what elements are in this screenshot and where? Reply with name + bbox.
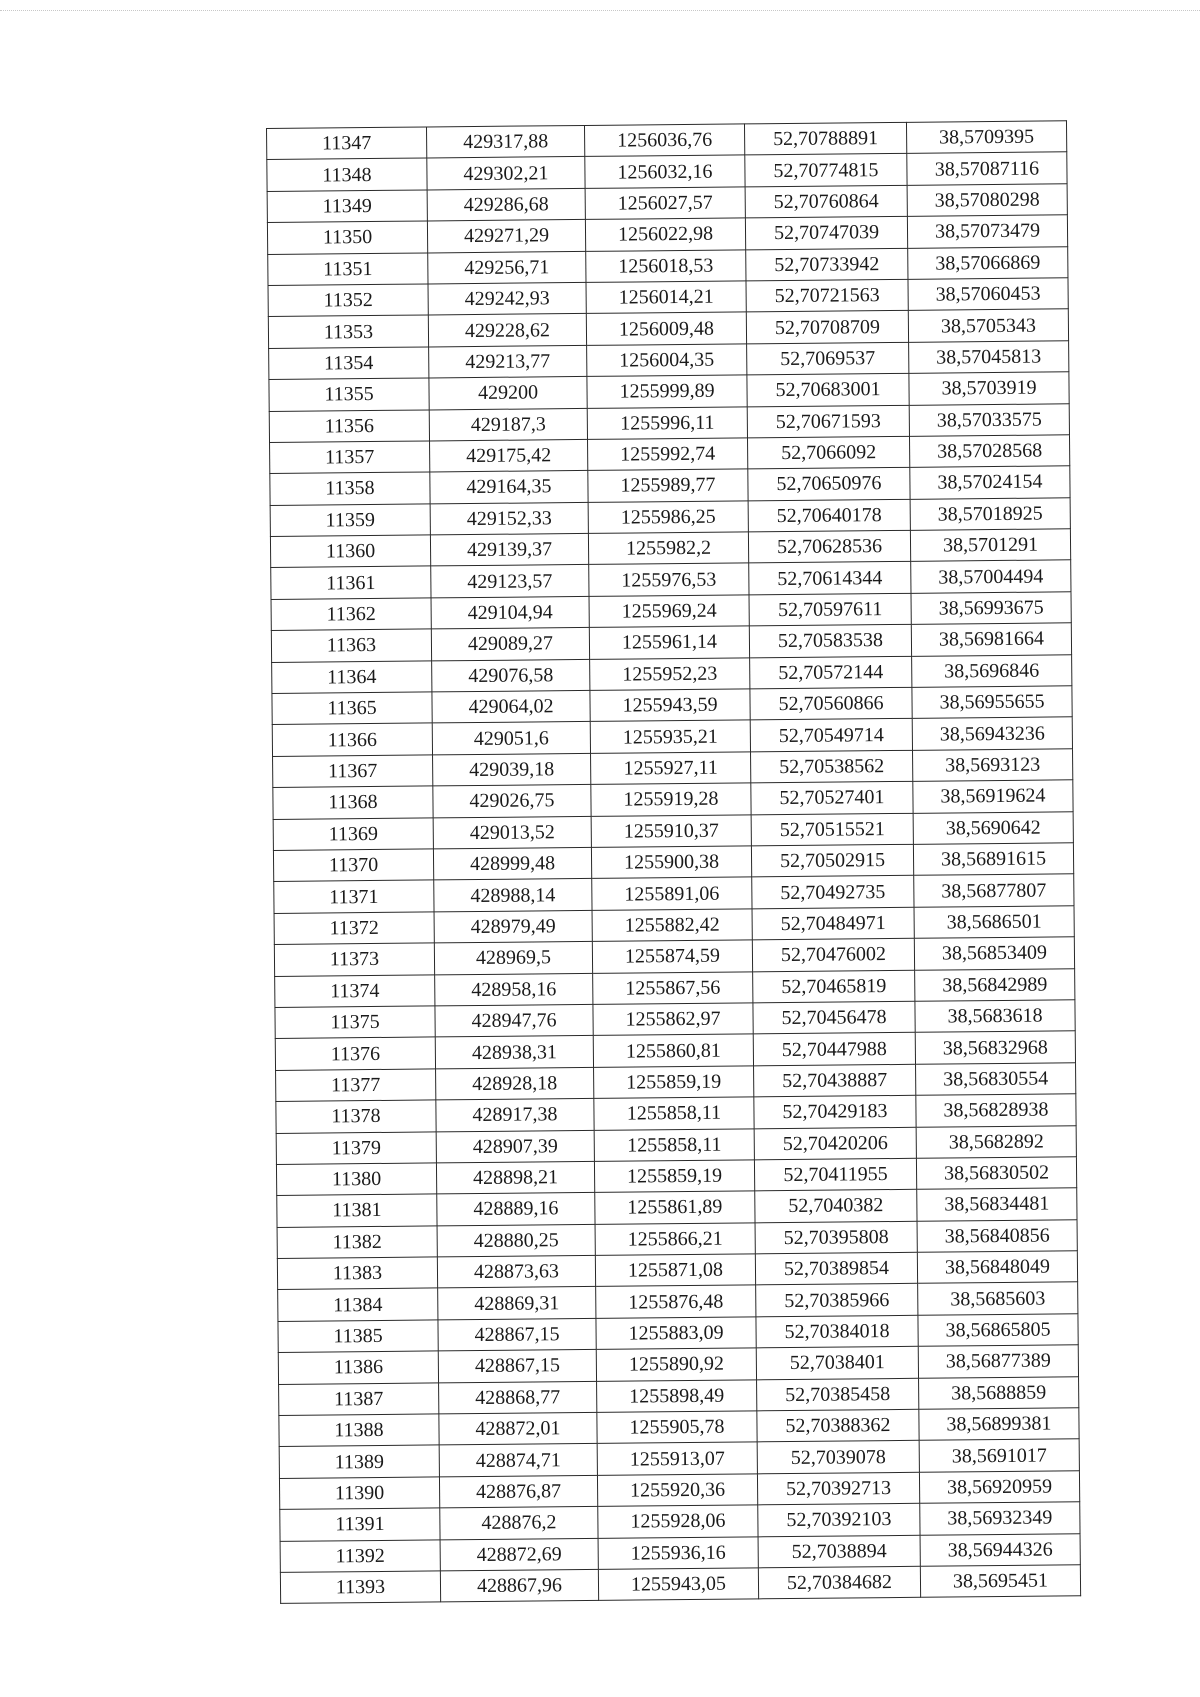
x-coordinate-cell: 429317,88: [426, 125, 584, 158]
x-coordinate-cell: 429187,3: [429, 408, 587, 441]
longitude-cell: 38,56828938: [916, 1094, 1076, 1127]
point-number-cell: 11370: [273, 849, 433, 882]
longitude-cell: 38,56865805: [918, 1314, 1078, 1347]
point-number-cell: 11378: [276, 1100, 436, 1133]
latitude-cell: 52,7038401: [756, 1347, 918, 1380]
latitude-cell: 52,70788891: [744, 122, 906, 155]
x-coordinate-cell: 429051,6: [432, 722, 590, 755]
longitude-cell: 38,5682892: [916, 1125, 1076, 1158]
point-number-cell: 11381: [277, 1194, 437, 1227]
point-number-cell: 11384: [278, 1288, 438, 1321]
longitude-cell: 38,56830502: [916, 1157, 1076, 1190]
point-number-cell: 11380: [276, 1163, 436, 1196]
point-number-cell: 11350: [267, 221, 427, 254]
y-coordinate-cell: 1256004,35: [587, 344, 747, 377]
point-number-cell: 11351: [268, 253, 428, 286]
table-row: [280, 1565, 1080, 1604]
y-coordinate-cell: 1255986,25: [588, 501, 748, 534]
point-number-cell: 11383: [277, 1257, 437, 1290]
point-number-cell: 11372: [274, 912, 434, 945]
longitude-cell: 38,57024154: [910, 466, 1070, 499]
y-coordinate-cell: 1255992,74: [588, 438, 748, 471]
point-number-cell: 11355: [269, 378, 429, 411]
x-coordinate-cell: 428898,21: [436, 1161, 594, 1194]
latitude-cell: 52,70502915: [751, 844, 913, 877]
x-coordinate-cell: 429175,42: [430, 439, 588, 472]
y-coordinate-cell: 1255999,89: [587, 375, 747, 408]
x-coordinate-cell: 429152,33: [430, 502, 588, 535]
y-coordinate-cell: 1255882,42: [592, 909, 752, 942]
x-coordinate-cell: 428867,96: [440, 1569, 598, 1602]
y-coordinate-cell: 1255858,11: [594, 1128, 754, 1161]
x-coordinate-cell: 428947,76: [435, 1004, 593, 1037]
x-coordinate-cell: 429286,68: [427, 188, 585, 221]
latitude-cell: 52,70515521: [751, 813, 913, 846]
x-coordinate-cell: 428872,01: [439, 1412, 597, 1445]
y-coordinate-cell: 1256022,98: [585, 218, 745, 251]
y-coordinate-cell: 1255866,21: [595, 1223, 755, 1256]
point-number-cell: 11373: [274, 943, 434, 976]
x-coordinate-cell: 428873,63: [437, 1255, 595, 1288]
longitude-cell: 38,56830554: [916, 1062, 1076, 1095]
latitude-cell: 52,70456478: [753, 1001, 915, 1034]
y-coordinate-cell: 1255919,28: [591, 783, 751, 816]
latitude-cell: 52,70389854: [755, 1252, 917, 1285]
y-coordinate-cell: 1256032,16: [585, 155, 745, 188]
longitude-cell: 38,5688859: [919, 1376, 1079, 1409]
latitude-cell: 52,7040382: [755, 1190, 917, 1223]
coordinates-table-body: [267, 121, 1081, 1604]
point-number-cell: 11349: [267, 190, 427, 223]
latitude-cell: 52,70572144: [750, 656, 912, 689]
longitude-cell: 38,56944326: [920, 1533, 1080, 1566]
x-coordinate-cell: 428876,2: [440, 1507, 598, 1540]
longitude-cell: 38,5701291: [910, 529, 1070, 562]
point-number-cell: 11362: [271, 598, 431, 631]
point-number-cell: 11352: [268, 284, 428, 317]
y-coordinate-cell: 1255961,14: [589, 626, 749, 659]
point-number-cell: 11357: [270, 441, 430, 474]
latitude-cell: 52,70640178: [748, 499, 910, 532]
y-coordinate-cell: 1255943,59: [590, 689, 750, 722]
longitude-cell: 38,57080298: [907, 184, 1067, 217]
y-coordinate-cell: 1255890,92: [596, 1348, 756, 1381]
y-coordinate-cell: 1255913,07: [597, 1442, 757, 1475]
latitude-cell: 52,70385966: [756, 1284, 918, 1317]
longitude-cell: 38,5683618: [915, 1000, 1075, 1033]
x-coordinate-cell: 429013,52: [433, 816, 591, 849]
point-number-cell: 11347: [267, 127, 427, 160]
longitude-cell: 38,5685603: [918, 1282, 1078, 1315]
x-coordinate-cell: 429076,58: [432, 659, 590, 692]
scan-edge-line: [0, 10, 1200, 11]
x-coordinate-cell: 429242,93: [428, 282, 586, 315]
x-coordinate-cell: 429123,57: [431, 565, 589, 598]
longitude-cell: 38,56943236: [912, 717, 1072, 750]
y-coordinate-cell: 1256036,76: [584, 124, 744, 157]
y-coordinate-cell: 1256009,48: [586, 312, 746, 345]
latitude-cell: 52,70583538: [749, 625, 911, 658]
latitude-cell: 52,7066092: [747, 436, 909, 469]
x-coordinate-cell: 428958,16: [435, 973, 593, 1006]
y-coordinate-cell: 1255859,19: [594, 1160, 754, 1193]
x-coordinate-cell: 428979,49: [434, 910, 592, 943]
point-number-cell: 11371: [274, 880, 434, 913]
x-coordinate-cell: 428867,15: [438, 1350, 596, 1383]
latitude-cell: 52,70484971: [752, 907, 914, 940]
latitude-cell: 52,70465819: [753, 970, 915, 1003]
point-number-cell: 11354: [269, 347, 429, 380]
point-number-cell: 11375: [275, 1006, 435, 1039]
latitude-cell: 52,7069537: [747, 342, 909, 375]
x-coordinate-cell: 428988,14: [434, 879, 592, 912]
longitude-cell: 38,5691017: [919, 1439, 1079, 1472]
longitude-cell: 38,56981664: [911, 623, 1071, 656]
y-coordinate-cell: 1255943,05: [598, 1568, 758, 1601]
latitude-cell: 52,70392713: [757, 1472, 919, 1505]
point-number-cell: 11348: [267, 158, 427, 191]
longitude-cell: 38,56993675: [911, 592, 1071, 625]
x-coordinate-cell: 428969,5: [434, 942, 592, 975]
point-number-cell: 11390: [279, 1477, 439, 1510]
longitude-cell: 38,56840856: [917, 1219, 1077, 1252]
longitude-cell: 38,5693123: [913, 749, 1073, 782]
x-coordinate-cell: 429164,35: [430, 471, 588, 504]
latitude-cell: 52,70549714: [750, 719, 912, 752]
longitude-cell: 38,56955655: [912, 686, 1072, 719]
point-number-cell: 11369: [273, 818, 433, 851]
longitude-cell: 38,57018925: [910, 497, 1070, 530]
point-number-cell: 11388: [279, 1414, 439, 1447]
latitude-cell: 52,70388362: [757, 1409, 919, 1442]
point-number-cell: 11359: [270, 504, 430, 537]
point-number-cell: 11391: [280, 1508, 440, 1541]
y-coordinate-cell: 1255859,19: [594, 1066, 754, 1099]
y-coordinate-cell: 1255861,89: [595, 1191, 755, 1224]
longitude-cell: 38,5709395: [906, 121, 1066, 154]
x-coordinate-cell: 428872,69: [440, 1538, 598, 1571]
latitude-cell: 52,70385458: [757, 1378, 919, 1411]
longitude-cell: 38,57060453: [908, 278, 1068, 311]
longitude-cell: 38,56832968: [915, 1031, 1075, 1064]
x-coordinate-cell: 429039,18: [433, 753, 591, 786]
point-number-cell: 11365: [272, 692, 432, 725]
latitude-cell: 52,70392103: [758, 1503, 920, 1536]
y-coordinate-cell: 1255927,11: [591, 752, 751, 785]
latitude-cell: 52,70420206: [754, 1127, 916, 1160]
y-coordinate-cell: 1255898,49: [597, 1379, 757, 1412]
y-coordinate-cell: 1256027,57: [585, 187, 745, 220]
longitude-cell: 38,56899381: [919, 1408, 1079, 1441]
latitude-cell: 52,70438887: [754, 1064, 916, 1097]
point-number-cell: 11364: [272, 661, 432, 694]
y-coordinate-cell: 1255905,78: [597, 1411, 757, 1444]
latitude-cell: 52,7038894: [758, 1535, 920, 1568]
longitude-cell: 38,56834481: [917, 1188, 1077, 1221]
point-number-cell: 11367: [273, 755, 433, 788]
x-coordinate-cell: 429026,75: [433, 785, 591, 818]
y-coordinate-cell: 1255952,23: [590, 658, 750, 691]
longitude-cell: 38,5696846: [912, 654, 1072, 687]
latitude-cell: 52,70747039: [745, 217, 907, 250]
longitude-cell: 38,57073479: [907, 215, 1067, 248]
point-number-cell: 11363: [271, 629, 431, 662]
longitude-cell: 38,57028568: [909, 435, 1069, 468]
point-number-cell: 11389: [279, 1445, 439, 1478]
x-coordinate-cell: 429200: [429, 377, 587, 410]
longitude-cell: 38,56920959: [919, 1471, 1079, 1504]
longitude-cell: 38,56919624: [913, 780, 1073, 813]
coordinates-table: [266, 120, 1081, 1604]
y-coordinate-cell: 1255910,37: [591, 814, 751, 847]
x-coordinate-cell: 429139,37: [430, 534, 588, 567]
point-number-cell: 11353: [268, 315, 428, 348]
y-coordinate-cell: 1255874,59: [592, 940, 752, 973]
x-coordinate-cell: 429104,94: [431, 596, 589, 629]
point-number-cell: 11368: [273, 786, 433, 819]
x-coordinate-cell: 428938,31: [435, 1036, 593, 1069]
latitude-cell: 52,70492735: [752, 876, 914, 909]
latitude-cell: 52,70733942: [746, 248, 908, 281]
point-number-cell: 11386: [278, 1351, 438, 1384]
x-coordinate-cell: 429302,21: [427, 157, 585, 190]
x-coordinate-cell: 429271,29: [427, 220, 585, 253]
longitude-cell: 38,5686501: [914, 906, 1074, 939]
y-coordinate-cell: 1255936,16: [598, 1536, 758, 1569]
y-coordinate-cell: 1255969,24: [589, 595, 749, 628]
y-coordinate-cell: 1255891,06: [592, 877, 752, 910]
x-coordinate-cell: 428907,39: [436, 1130, 594, 1163]
latitude-cell: 52,70384682: [758, 1566, 920, 1599]
point-number-cell: 11392: [280, 1539, 440, 1572]
y-coordinate-cell: 1255976,53: [589, 563, 749, 596]
y-coordinate-cell: 1255876,48: [596, 1285, 756, 1318]
y-coordinate-cell: 1255871,08: [595, 1254, 755, 1287]
y-coordinate-cell: 1255858,11: [594, 1097, 754, 1130]
x-coordinate-cell: 428876,87: [439, 1475, 597, 1508]
latitude-cell: 52,70395808: [755, 1221, 917, 1254]
y-coordinate-cell: 1255982,2: [588, 532, 748, 565]
latitude-cell: 52,70411955: [754, 1158, 916, 1191]
point-number-cell: 11358: [270, 472, 430, 505]
point-number-cell: 11387: [279, 1383, 439, 1416]
point-number-cell: 11393: [280, 1571, 440, 1604]
x-coordinate-cell: 428867,15: [438, 1318, 596, 1351]
latitude-cell: 52,70760864: [745, 185, 907, 218]
latitude-cell: 52,70538562: [751, 750, 913, 783]
x-coordinate-cell: 429064,02: [432, 690, 590, 723]
point-number-cell: 11382: [277, 1226, 437, 1259]
longitude-cell: 38,57033575: [909, 403, 1069, 436]
latitude-cell: 52,70650976: [748, 468, 910, 501]
latitude-cell: 52,70614344: [749, 562, 911, 595]
point-number-cell: 11361: [271, 566, 431, 599]
y-coordinate-cell: 1255996,11: [587, 406, 747, 439]
point-number-cell: 11366: [272, 723, 432, 756]
latitude-cell: 52,70597611: [749, 593, 911, 626]
point-number-cell: 11360: [270, 535, 430, 568]
y-coordinate-cell: 1255867,56: [593, 971, 753, 1004]
longitude-cell: 38,5695451: [920, 1565, 1080, 1598]
latitude-cell: 52,70476002: [752, 938, 914, 971]
latitude-cell: 52,70429183: [754, 1095, 916, 1128]
x-coordinate-cell: 428928,18: [436, 1067, 594, 1100]
latitude-cell: 52,70708709: [746, 311, 908, 344]
y-coordinate-cell: 1255920,36: [597, 1474, 757, 1507]
longitude-cell: 38,56848049: [917, 1251, 1077, 1284]
point-number-cell: 11376: [275, 1037, 435, 1070]
y-coordinate-cell: 1256014,21: [586, 281, 746, 314]
latitude-cell: 52,70560866: [750, 687, 912, 720]
longitude-cell: 38,56891615: [913, 843, 1073, 876]
longitude-cell: 38,5705343: [908, 309, 1068, 342]
x-coordinate-cell: 428868,77: [439, 1381, 597, 1414]
x-coordinate-cell: 429213,77: [429, 345, 587, 378]
y-coordinate-cell: 1255883,09: [596, 1317, 756, 1350]
x-coordinate-cell: 428917,38: [436, 1099, 594, 1132]
latitude-cell: 52,70683001: [747, 373, 909, 406]
longitude-cell: 38,57066869: [908, 246, 1068, 279]
latitude-cell: 52,70721563: [746, 279, 908, 312]
longitude-cell: 38,56853409: [914, 937, 1074, 970]
y-coordinate-cell: 1255928,06: [598, 1505, 758, 1538]
coordinates-sheet: [266, 120, 1080, 1604]
x-coordinate-cell: 429089,27: [431, 628, 589, 661]
x-coordinate-cell: 429256,71: [428, 251, 586, 284]
x-coordinate-cell: 428869,31: [438, 1287, 596, 1320]
point-number-cell: 11374: [275, 974, 435, 1007]
latitude-cell: 52,7039078: [757, 1441, 919, 1474]
longitude-cell: 38,56877807: [914, 874, 1074, 907]
x-coordinate-cell: 428880,25: [437, 1224, 595, 1257]
longitude-cell: 38,5690642: [913, 811, 1073, 844]
latitude-cell: 52,70628536: [748, 530, 910, 563]
longitude-cell: 38,5703919: [909, 372, 1069, 405]
y-coordinate-cell: 1256018,53: [586, 249, 746, 282]
point-number-cell: 11356: [269, 409, 429, 442]
point-number-cell: 11379: [276, 1131, 436, 1164]
latitude-cell: 52,70447988: [753, 1033, 915, 1066]
y-coordinate-cell: 1255860,81: [593, 1034, 753, 1067]
latitude-cell: 52,70384018: [756, 1315, 918, 1348]
latitude-cell: 52,70527401: [751, 782, 913, 815]
longitude-cell: 38,57087116: [907, 152, 1067, 185]
longitude-cell: 38,57045813: [909, 341, 1069, 374]
y-coordinate-cell: 1255862,97: [593, 1003, 753, 1036]
point-number-cell: 11377: [276, 1069, 436, 1102]
x-coordinate-cell: 429228,62: [428, 314, 586, 347]
longitude-cell: 38,56932349: [920, 1502, 1080, 1535]
longitude-cell: 38,57004494: [911, 560, 1071, 593]
point-number-cell: 11385: [278, 1320, 438, 1353]
x-coordinate-cell: 428999,48: [433, 847, 591, 880]
latitude-cell: 52,70671593: [747, 405, 909, 438]
y-coordinate-cell: 1255935,21: [590, 720, 750, 753]
x-coordinate-cell: 428889,16: [437, 1193, 595, 1226]
y-coordinate-cell: 1255989,77: [588, 469, 748, 502]
x-coordinate-cell: 428874,71: [439, 1444, 597, 1477]
longitude-cell: 38,56877389: [918, 1345, 1078, 1378]
y-coordinate-cell: 1255900,38: [591, 846, 751, 879]
longitude-cell: 38,56842989: [915, 968, 1075, 1001]
latitude-cell: 52,70774815: [745, 154, 907, 187]
